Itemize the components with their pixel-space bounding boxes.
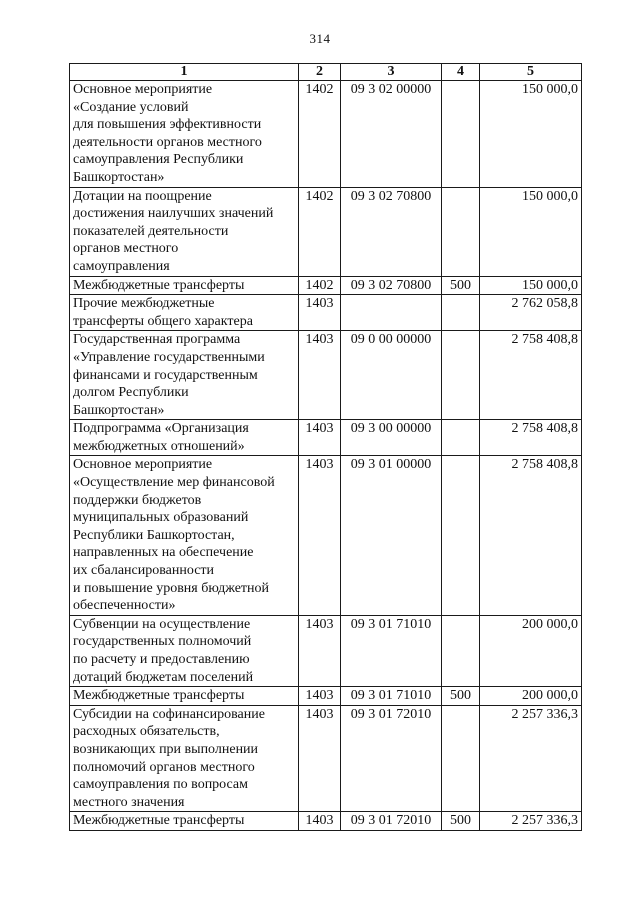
row-name: Межбюджетные трансферты	[70, 687, 299, 706]
row-section: 1403	[299, 687, 341, 706]
row-code: 09 3 00 00000	[341, 420, 442, 456]
table-row	[70, 81, 582, 188]
row-amount: 2 758 408,8	[480, 456, 582, 615]
row-name: Основное мероприятие «Осуществление мер финансовой поддержки бюджетов муниципальных образований Республики Башкортостан, направленных на обеспечение их сбалансированности и повышение уровня бюджетной обеспеченности»	[70, 456, 299, 615]
row-code: 09 3 02 70800	[341, 187, 442, 276]
column-header-name: 1	[70, 64, 299, 81]
column-header-amount: 5	[480, 64, 582, 81]
row-expense-type	[442, 420, 480, 456]
table-header-row	[70, 64, 582, 81]
row-code: 09 3 02 00000	[341, 81, 442, 188]
row-amount: 150 000,0	[480, 187, 582, 276]
row-name: Государственная программа «Управление государственными финансами и государственным долгом Республики Башкортостан»	[70, 331, 299, 420]
row-expense-type	[442, 705, 480, 812]
table-row	[70, 420, 582, 456]
table-row	[70, 456, 582, 615]
row-code: 09 3 01 00000	[341, 456, 442, 615]
row-section: 1403	[299, 812, 341, 831]
row-amount: 200 000,0	[480, 687, 582, 706]
row-amount: 2 257 336,3	[480, 812, 582, 831]
table-row	[70, 615, 582, 686]
column-header-code: 3	[341, 64, 442, 81]
row-amount: 2 758 408,8	[480, 331, 582, 420]
row-section: 1403	[299, 331, 341, 420]
row-expense-type	[442, 187, 480, 276]
table-row	[70, 295, 582, 331]
row-code: 09 0 00 00000	[341, 331, 442, 420]
row-name: Прочие межбюджетные трансферты общего характера	[70, 295, 299, 331]
row-expense-type	[442, 295, 480, 331]
table-row	[70, 705, 582, 812]
column-header-expense-type: 4	[442, 64, 480, 81]
row-name: Межбюджетные трансферты	[70, 276, 299, 295]
page-number: 314	[309, 31, 331, 46]
row-amount: 2 257 336,3	[480, 705, 582, 812]
row-section: 1403	[299, 456, 341, 615]
table-row	[70, 331, 582, 420]
row-name: Подпрограмма «Организация межбюджетных отношений»	[70, 420, 299, 456]
row-section: 1403	[299, 615, 341, 686]
row-expense-type: 500	[442, 812, 480, 831]
row-expense-type	[442, 456, 480, 615]
row-expense-type: 500	[442, 276, 480, 295]
row-amount: 150 000,0	[480, 81, 582, 188]
row-code: 09 3 02 70800	[341, 276, 442, 295]
row-name: Дотации на поощрение достижения наилучших значений показателей деятельности органов местного самоуправления	[70, 187, 299, 276]
row-amount: 2 758 408,8	[480, 420, 582, 456]
row-section: 1402	[299, 276, 341, 295]
row-name: Субвенции на осуществление государственных полномочий по расчету и предоставлению дотаций бюджетам поселений	[70, 615, 299, 686]
row-section: 1403	[299, 420, 341, 456]
table-row	[70, 187, 582, 276]
row-amount: 2 762 058,8	[480, 295, 582, 331]
row-section: 1402	[299, 81, 341, 188]
row-code	[341, 295, 442, 331]
row-amount: 150 000,0	[480, 276, 582, 295]
budget-table	[69, 63, 582, 831]
row-expense-type: 500	[442, 687, 480, 706]
row-section: 1402	[299, 187, 341, 276]
column-header-section: 2	[299, 64, 341, 81]
row-amount: 200 000,0	[480, 615, 582, 686]
row-name: Субсидии на софинансирование расходных обязательств, возникающих при выполнении полномочий органов местного самоуправления по вопросам местного значения	[70, 705, 299, 812]
row-code: 09 3 01 71010	[341, 687, 442, 706]
row-code: 09 3 01 72010	[341, 705, 442, 812]
row-expense-type	[442, 81, 480, 188]
row-section: 1403	[299, 705, 341, 812]
row-expense-type	[442, 331, 480, 420]
row-section: 1403	[299, 295, 341, 331]
row-name: Межбюджетные трансферты	[70, 812, 299, 831]
table-row	[70, 687, 582, 706]
row-expense-type	[442, 615, 480, 686]
row-name: Основное мероприятие «Создание условий для повышения эффективности деятельности органов местного самоуправления Республики Башкортостан»	[70, 81, 299, 188]
table-row	[70, 276, 582, 295]
row-code: 09 3 01 72010	[341, 812, 442, 831]
row-code: 09 3 01 71010	[341, 615, 442, 686]
table-row	[70, 812, 582, 831]
